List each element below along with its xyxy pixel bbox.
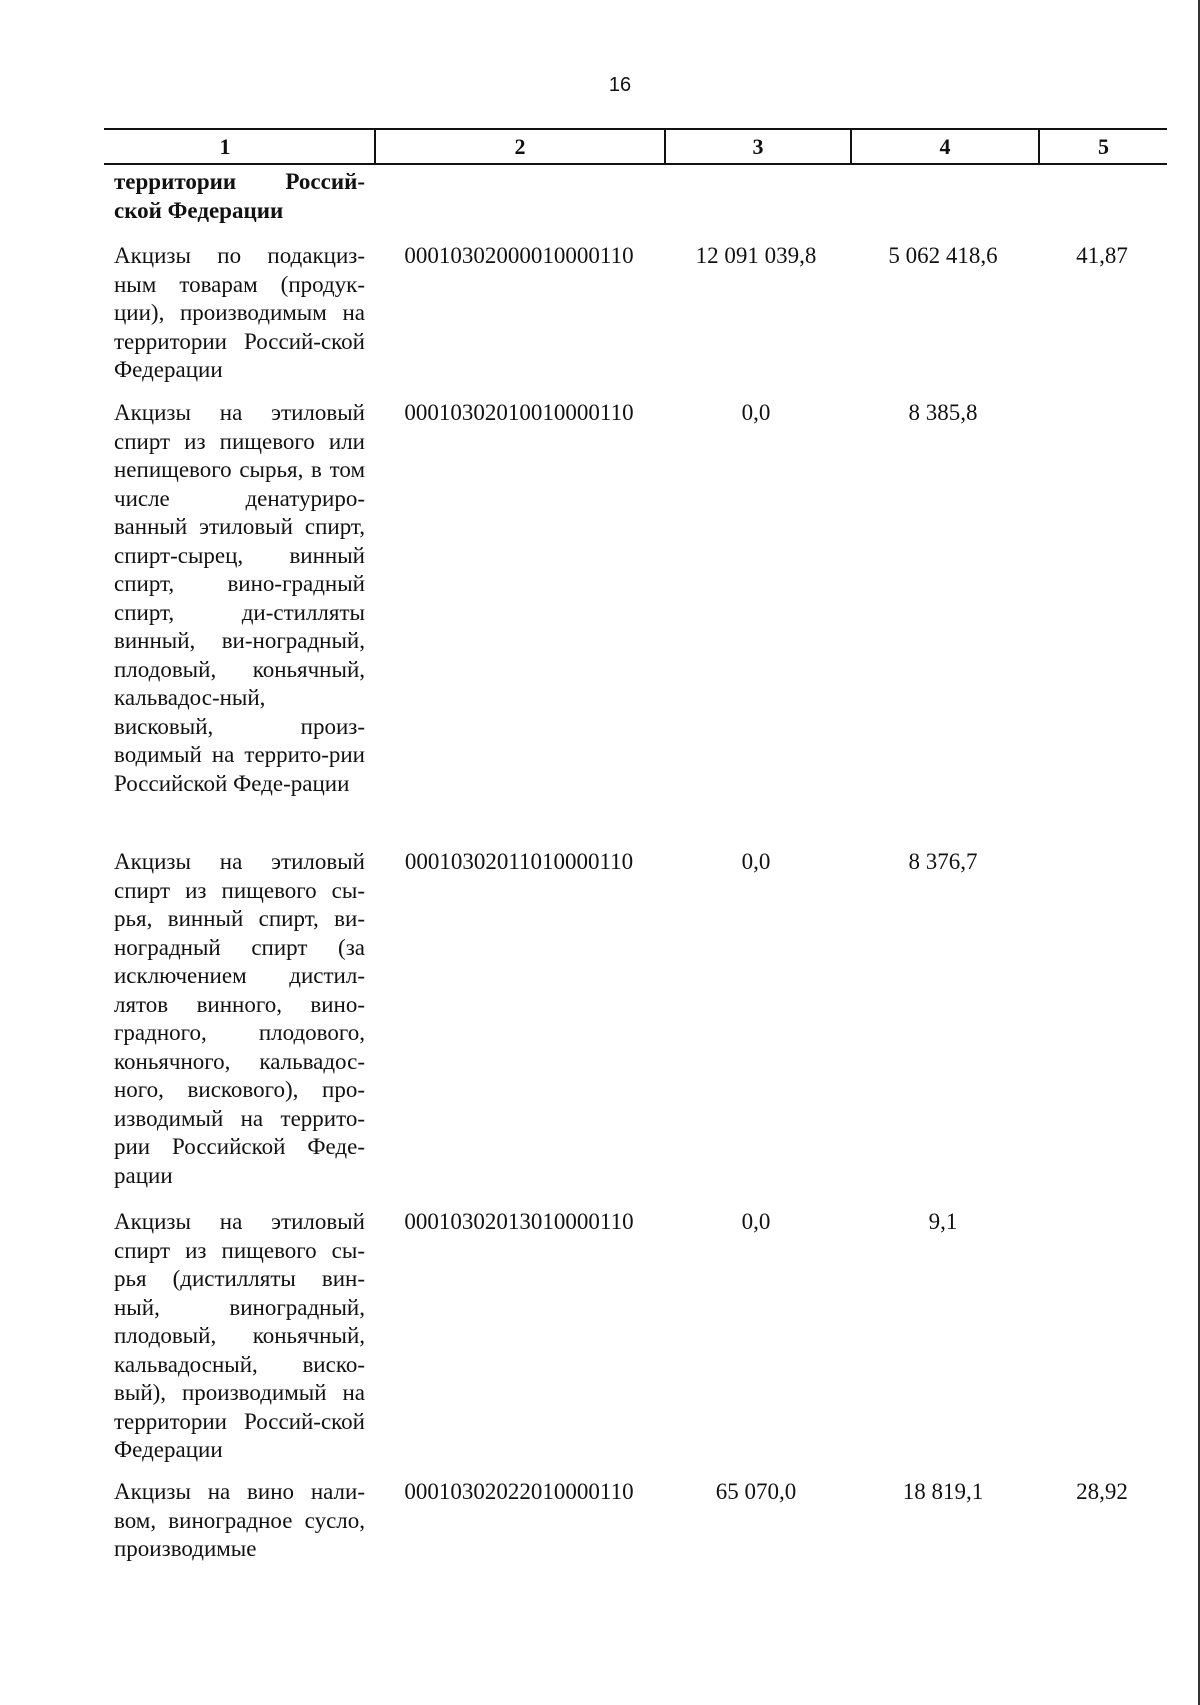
row-name: Акцизы на вино нали-вом, виноградное сусло, производимые	[114, 1479, 365, 1561]
header-col-1: 1	[219, 134, 231, 159]
row-plan: 0,0	[741, 849, 771, 874]
row-name: территории Россий-ской Федерации	[114, 169, 365, 223]
page-number: 16	[608, 74, 632, 96]
header-col-5: 5	[1098, 134, 1109, 159]
table-header	[104, 128, 1167, 165]
row-plan: 12 091 039,8	[695, 243, 817, 268]
row-percent: 28,92	[1076, 1479, 1128, 1504]
row-code: 00010302013010000110	[404, 1209, 634, 1234]
row-actual: 9,1	[928, 1209, 958, 1234]
row-plan: 0,0	[741, 400, 771, 425]
row-name: Акцизы на этиловый спирт из пищевого или непищевого сырья, в том числе денатуриро-ванный этиловый спирт, спирт-сырец, винный спирт, вино-градный спирт, ди-стилляты винный, ви-ноградный, плодовый, коньячный, кальвадос-ный, висковый, произ-водимый на террито-рии Российской Феде-рации	[114, 400, 365, 796]
row-code: 00010302010010000110	[404, 400, 634, 425]
row-actual: 8 385,8	[908, 400, 978, 425]
row-code: 00010302022010000110	[404, 1479, 634, 1504]
row-plan: 65 070,0	[715, 1479, 797, 1504]
row-actual: 18 819,1	[902, 1479, 984, 1504]
header-col-4: 4	[939, 134, 951, 159]
header-col-2: 2	[514, 134, 526, 159]
row-plan: 0,0	[741, 1209, 771, 1234]
row-percent: 41,87	[1076, 243, 1128, 268]
row-name: Акцизы по подакциз-ным товарам (продук-ции), производимым на территории Россий-ской Федерации	[114, 243, 365, 382]
row-actual: 5 062 418,6	[888, 243, 998, 268]
row-actual: 8 376,7	[908, 849, 978, 874]
row-code: 00010302011010000110	[404, 849, 634, 874]
header-col-3: 3	[752, 134, 764, 159]
row-code: 00010302000010000110	[404, 243, 634, 268]
row-name: Акцизы на этиловый спирт из пищевого сы-рья, винный спирт, ви-ноградный спирт (за исключением дистил-лятов винного, вино-градного, плодового, коньячного, кальвадос-ного, вискового), про-изводимый на террито-рии Российской Феде-рации	[114, 849, 365, 1188]
row-name: Акцизы на этиловый спирт из пищевого сы-рья (дистилляты вин-ный, виноградный, плодовый, коньячный, кальвадосный, виско-вый), производимый на территории Россий-ской Федерации	[114, 1209, 365, 1462]
